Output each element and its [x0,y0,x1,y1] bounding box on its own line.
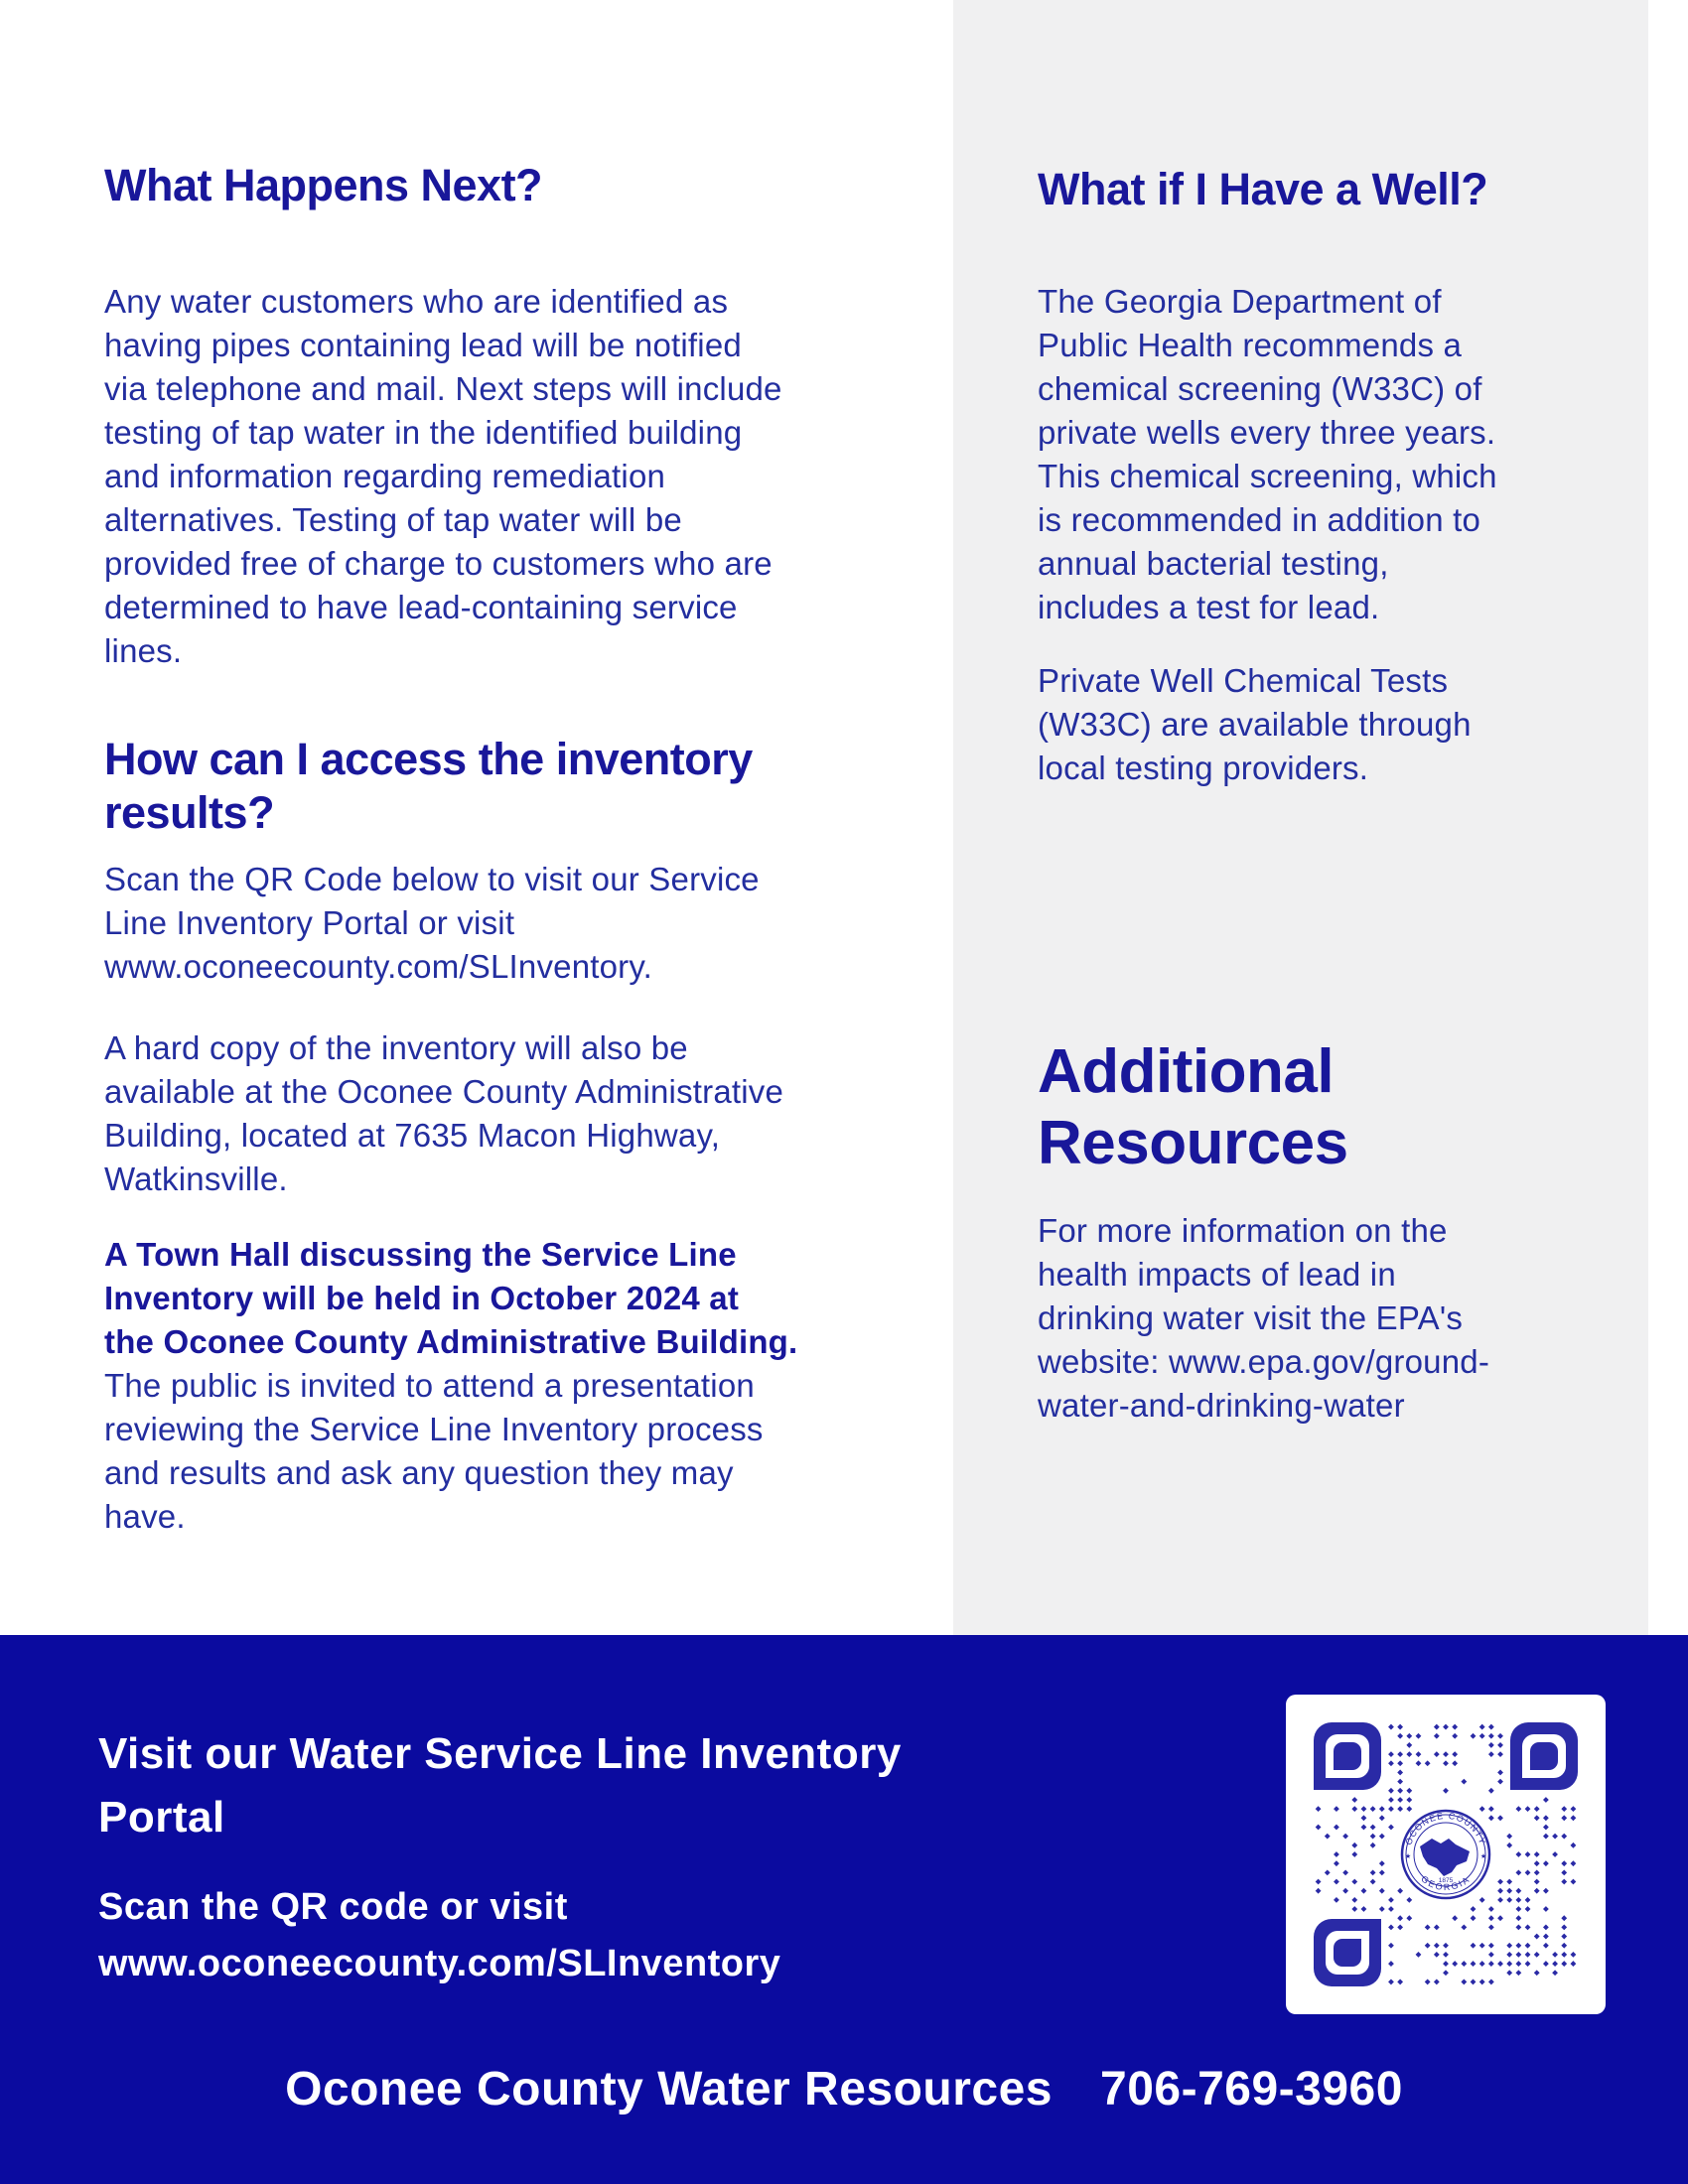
paragraph-well-tests: Private Well Chemical Tests (W33C) are available through local testing providers. [1038,662,1472,786]
paragraph-hard-copy: A hard copy of the inventory will also be available at the Oconee County Administrative Building, located at 7635 Macon Highway, Watkinsville. [104,1029,784,1197]
seal-year-text: 1875 [1438,1877,1454,1884]
qr-finder-top-right [1510,1722,1578,1790]
paragraph-scan-qr: Scan the QR Code below to visit our Service Line Inventory Portal or visit www.oconeecounty.com/SLInventory. [104,861,760,985]
paragraph-notification: Any water customers who are identified as having pipes containing lead will be notified via telephone and mail. Next steps will include testing of tap water in the identified building and information regarding remediation alternatives. Testing of tap water will be provided free of charge to customers who are determined to have lead-containing service lines. [104,283,782,669]
paragraph-town-hall-bold: A Town Hall discussing the Service Line Inventory will be held in October 2024 at the Oconee County Administrative Building. [104,1236,798,1360]
seal-bottom-text: GEORGIA [1419,1873,1473,1893]
paragraph-epa-info: For more information on the health impacts of lead in drinking water visit the EPA's website: www.epa.gov/ground- water-and-drinking-water [1038,1212,1490,1424]
qr-code [1286,1695,1606,2014]
heading-access-inventory-results: How can I access the inventory results? [104,734,753,838]
qr-finder-top-left [1314,1722,1381,1790]
heading-additional-resources: Additional Resources [1038,1037,1348,1177]
footer-portal-heading: Visit our Water Service Line Inventory Portal [98,1729,902,1842]
footer-contact-line [0,2062,1688,2116]
paragraph-town-hall-regular: The public is invited to attend a presentation reviewing the Service Line Inventory process and results and ask any question they may have. [104,1367,764,1535]
footer-scan-text: Scan the QR code or visit www.oconeecounty.com/SLInventory [98,1886,781,1984]
seal-top-text: OCONEE COUNTY [1403,1810,1488,1846]
heading-what-happens-next: What Happens Next? [104,160,543,210]
paragraph-town-hall [104,1233,958,1539]
qr-finder-bottom-left [1314,1919,1381,1986]
seal-star-left: ★ [1404,1853,1412,1860]
footer-phone-number: 706-769-3960 [1100,2063,1403,2116]
county-seal [1396,1805,1495,1904]
footer-band [0,1635,1688,2184]
paragraph-well-screening: The Georgia Department of Public Health recommends a chemical screening (W33C) of private wells every three years. This chemical screening, which is recommended in addition to annual bacterial testing, includes a test for lead. [1038,283,1497,625]
seal-star-right: ★ [1479,1853,1487,1860]
qr-code-graphic [1286,1695,1606,2014]
footer-org-name: Oconee County Water Resources [285,2063,1053,2116]
heading-what-if-well: What if I Have a Well? [1038,164,1488,214]
